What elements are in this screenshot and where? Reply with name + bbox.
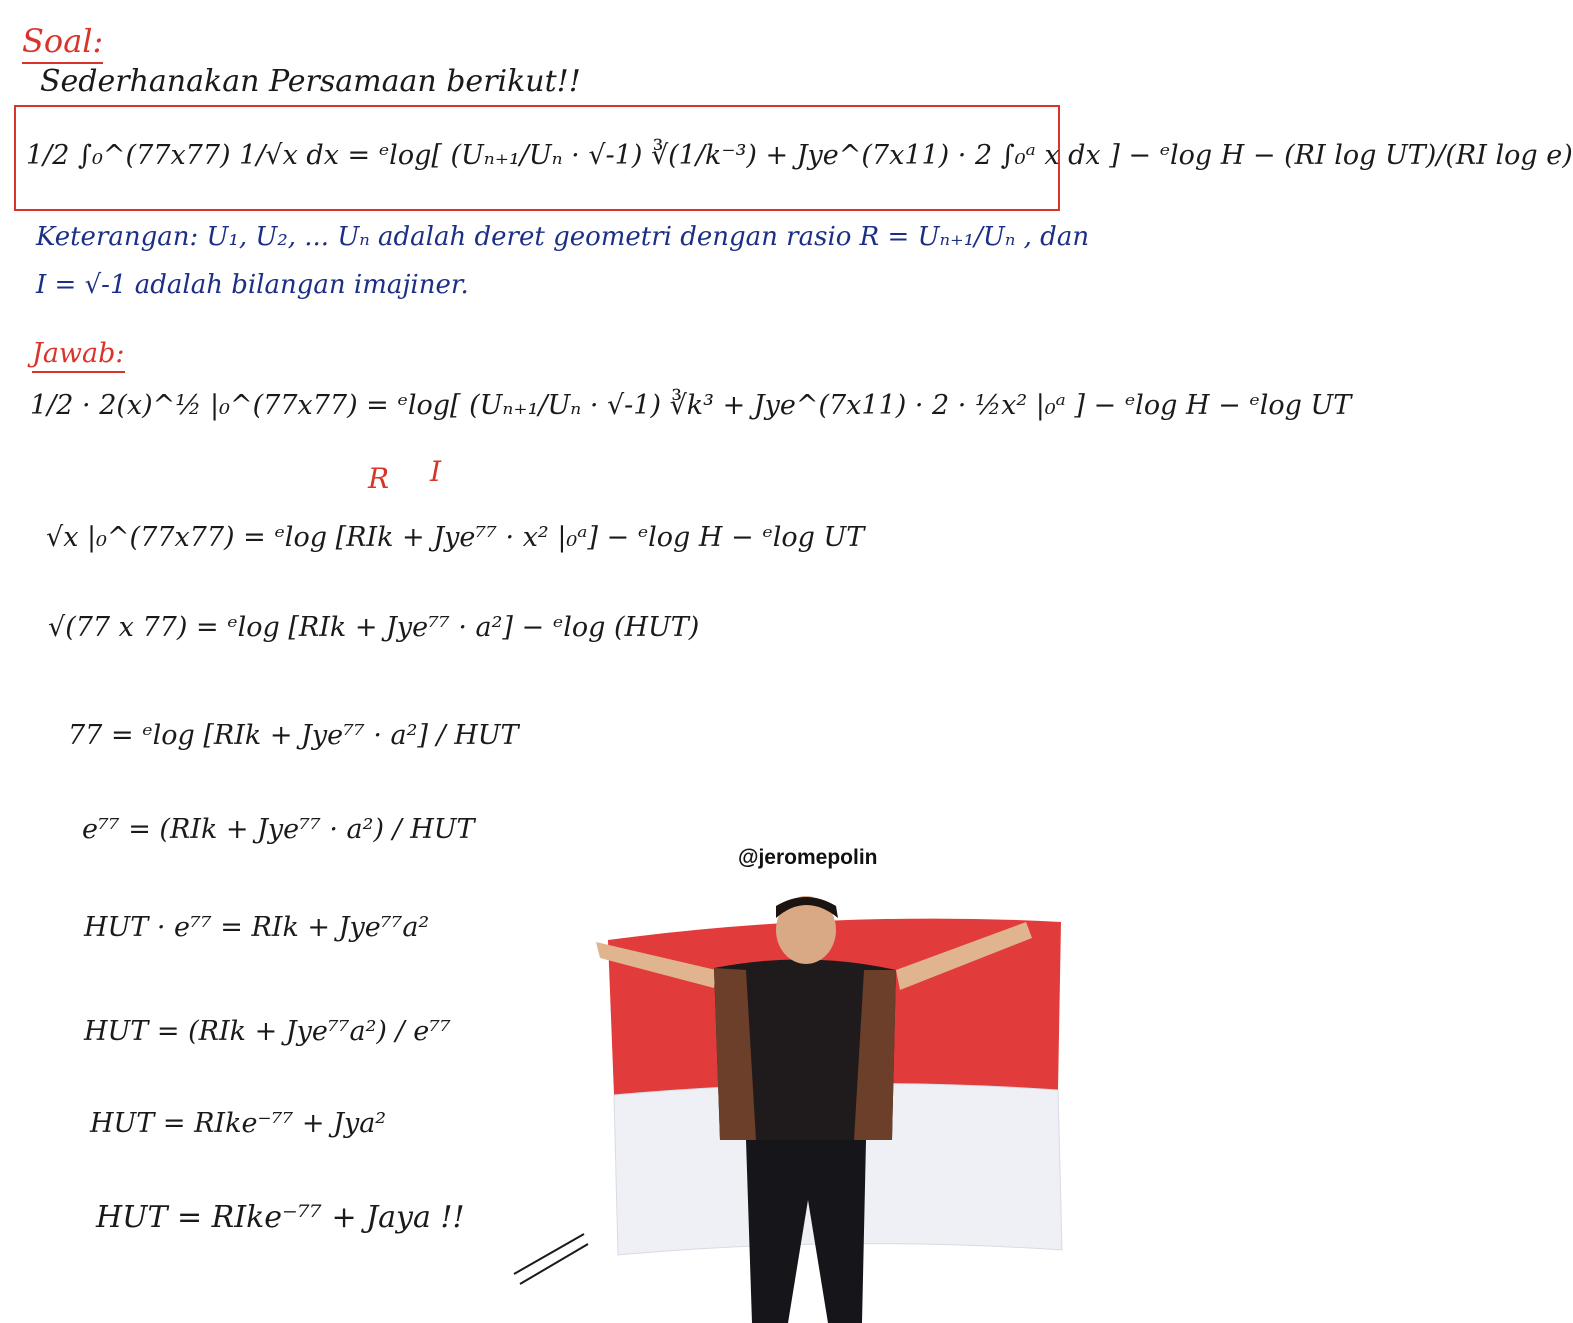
annotation-I: I bbox=[430, 455, 442, 488]
emphasis-strokes bbox=[510, 1228, 590, 1288]
problem-equation: 1/2 ∫₀^(77x77) 1/√x dx = ᵉlog[ (Uₙ₊₁/Uₙ · √-1) ∛(1/k⁻³) + Jye^(7x11) · 2 ∫₀ᵃ x dx ] − ᵉlog H − (RI log UT)/(RI log e) bbox=[26, 140, 1573, 171]
instruction-text: Sederhanakan Persamaan berikut!! bbox=[40, 64, 581, 99]
solution-step-3: √(77 x 77) = ᵉlog [RIk + Jye⁷⁷ · a²] − ᵉlog (HUT) bbox=[48, 612, 700, 643]
annotation-R: R bbox=[368, 462, 390, 495]
solution-step-8: HUT = RIke⁻⁷⁷ + Jya² bbox=[90, 1108, 387, 1139]
solution-step-1: 1/2 · 2(x)^½ |₀^(77x77) = ᵉlog[ (Uₙ₊₁/Uₙ · √-1) ∛k³ + Jye^(7x11) · 2 · ½x² |₀ᵃ ] − ᵉlog H − ᵉlog UT bbox=[30, 390, 1352, 421]
jawab-label: Jawab: bbox=[32, 338, 125, 369]
solution-step-4: 77 = ᵉlog [RIk + Jye⁷⁷ · a²] / HUT bbox=[68, 720, 519, 751]
flag-photo bbox=[596, 900, 1066, 1323]
solution-step-5: e⁷⁷ = (RIk + Jye⁷⁷ · a²) / HUT bbox=[82, 814, 475, 845]
solution-final-step: HUT = RIke⁻⁷⁷ + Jaya !! bbox=[96, 1200, 465, 1235]
keterangan-line-1: Keterangan: U₁, U₂, ... Uₙ adalah deret geometri dengan rasio R = Uₙ₊₁/Uₙ , dan bbox=[36, 222, 1090, 252]
solution-step-2: √x |₀^(77x77) = ᵉlog [RIk + Jye⁷⁷ · x² |₀ᵃ] − ᵉlog H − ᵉlog UT bbox=[46, 522, 865, 553]
author-handle: @jeromepolin bbox=[738, 846, 878, 869]
solution-step-6: HUT · e⁷⁷ = RIk + Jye⁷⁷a² bbox=[84, 912, 430, 943]
keterangan-line-2: I = √-1 adalah bilangan imajiner. bbox=[36, 270, 469, 300]
solution-step-7: HUT = (RIk + Jye⁷⁷a²) / e⁷⁷ bbox=[84, 1016, 451, 1047]
soal-label: Soal: bbox=[22, 22, 103, 60]
